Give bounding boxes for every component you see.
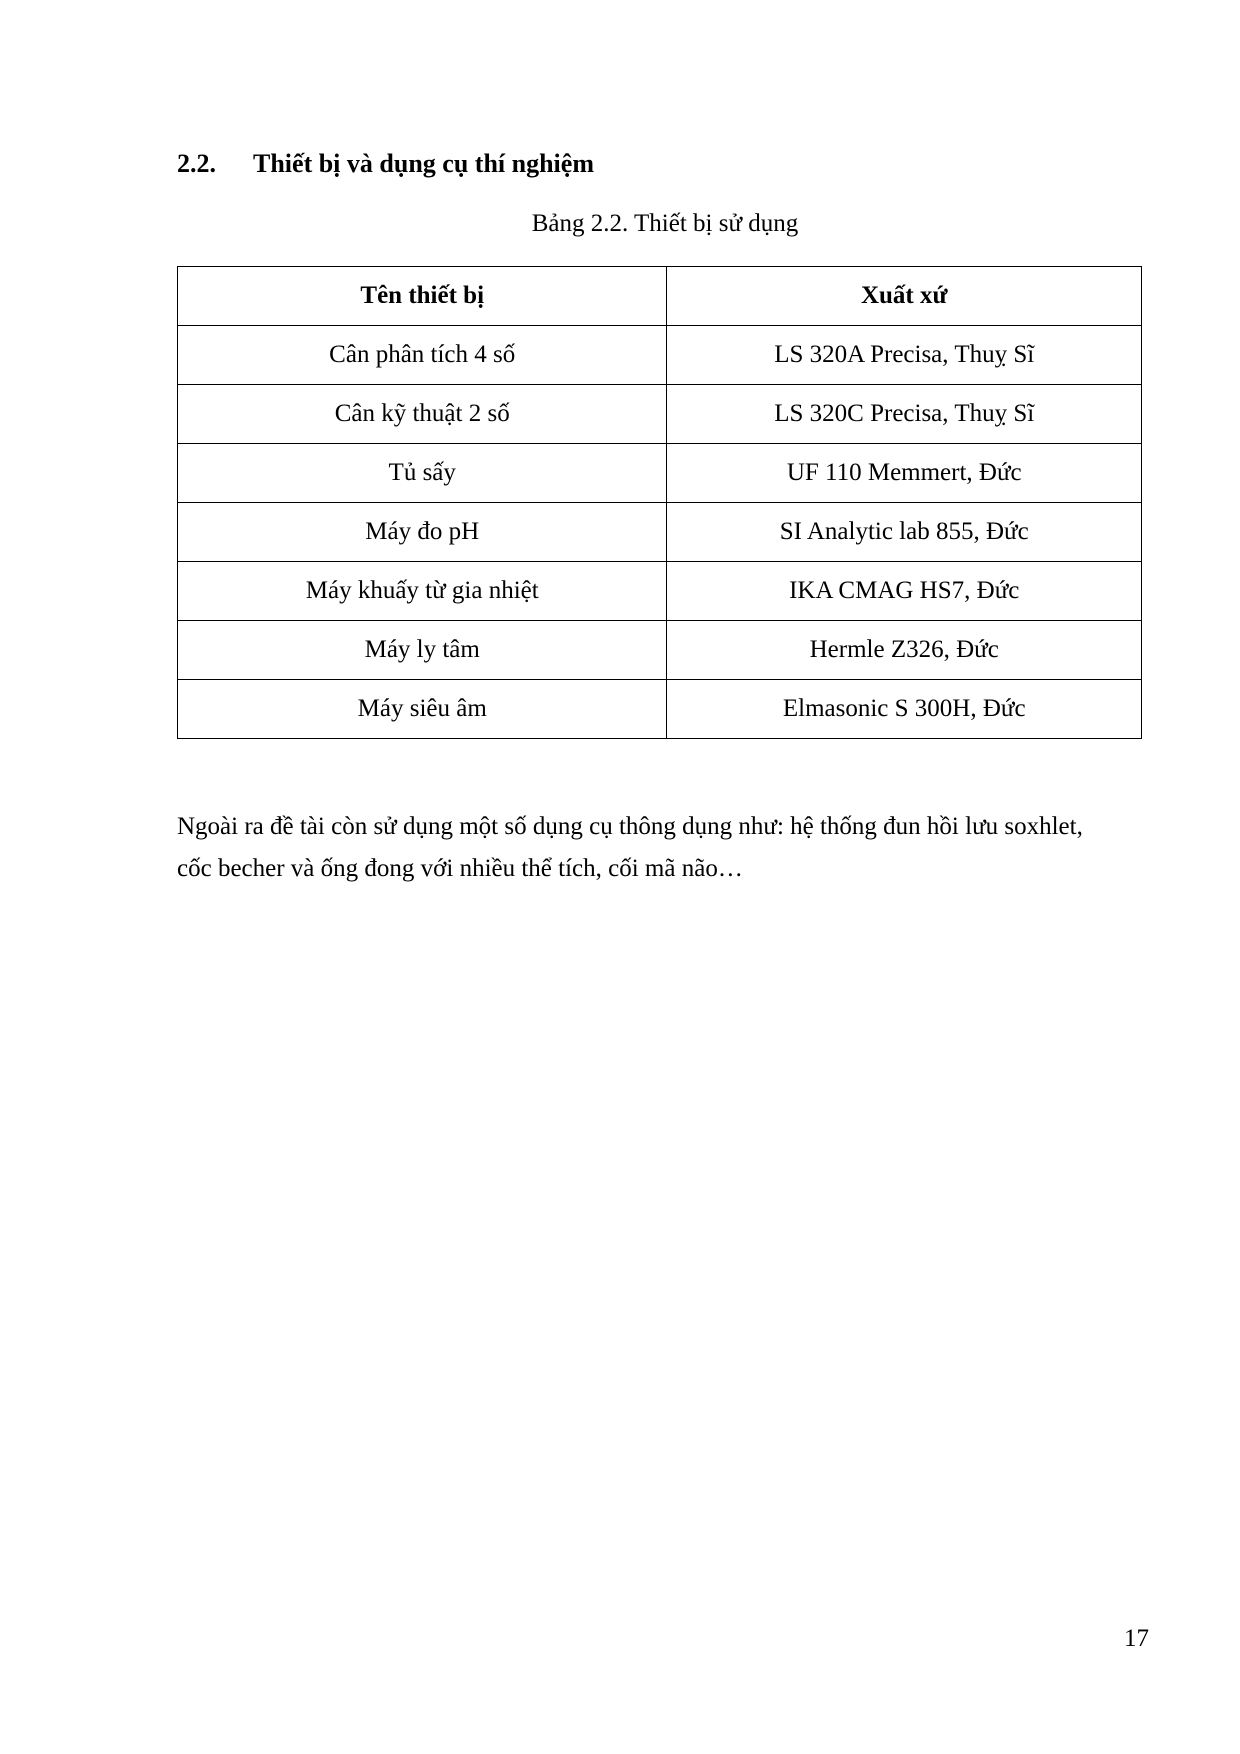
- equipment-name-cell: Máy ly tâm: [178, 621, 667, 680]
- table-row: [178, 444, 1142, 503]
- paragraph-line-1: Ngoài ra đề tài còn sử dụng một số dụng cụ thông dụng như: hệ thống đun hồi lưu soxhlet,: [177, 813, 1083, 840]
- table-header-row: [178, 267, 1142, 326]
- equipment-name-cell: Máy khuấy từ gia nhiệt: [178, 562, 667, 621]
- table-row: [178, 621, 1142, 680]
- origin-cell: Hermle Z326, Đức: [667, 621, 1142, 680]
- section-number: 2.2.: [177, 149, 216, 178]
- equipment-name-cell: Máy siêu âm: [178, 680, 667, 739]
- origin-cell: LS 320A Precisa, Thuỵ Sĩ: [667, 326, 1142, 385]
- page-number: 17: [1124, 1625, 1149, 1652]
- origin-cell: IKA CMAG HS7, Đức: [667, 562, 1142, 621]
- section-heading: [177, 148, 594, 180]
- equipment-name-cell: Tủ sấy: [178, 444, 667, 503]
- origin-cell: UF 110 Memmert, Đức: [667, 444, 1142, 503]
- table-row: [178, 326, 1142, 385]
- origin-cell: LS 320C Precisa, Thuỵ Sĩ: [667, 385, 1142, 444]
- table-row: [178, 503, 1142, 562]
- origin-cell: SI Analytic lab 855, Đức: [667, 503, 1142, 562]
- body-paragraph: [177, 806, 1167, 890]
- table-row: [178, 562, 1142, 621]
- equipment-name-cell: Cân phân tích 4 số: [178, 326, 667, 385]
- table-row: [178, 385, 1142, 444]
- paragraph-line-2: cốc becher và ống đong với nhiều thể tích, cối mã não…: [177, 855, 743, 882]
- column-header-equipment-name: Tên thiết bị: [178, 267, 667, 326]
- equipment-name-cell: Máy đo pH: [178, 503, 667, 562]
- origin-cell: Elmasonic S 300H, Đức: [667, 680, 1142, 739]
- column-header-origin: Xuất xứ: [667, 267, 1142, 326]
- equipment-table: [177, 266, 1142, 739]
- equipment-name-cell: Cân kỹ thuật 2 số: [178, 385, 667, 444]
- section-title: Thiết bị và dụng cụ thí nghiệm: [253, 149, 594, 178]
- table-row: [178, 680, 1142, 739]
- table-caption: Bảng 2.2. Thiết bị sử dụng: [531, 210, 799, 237]
